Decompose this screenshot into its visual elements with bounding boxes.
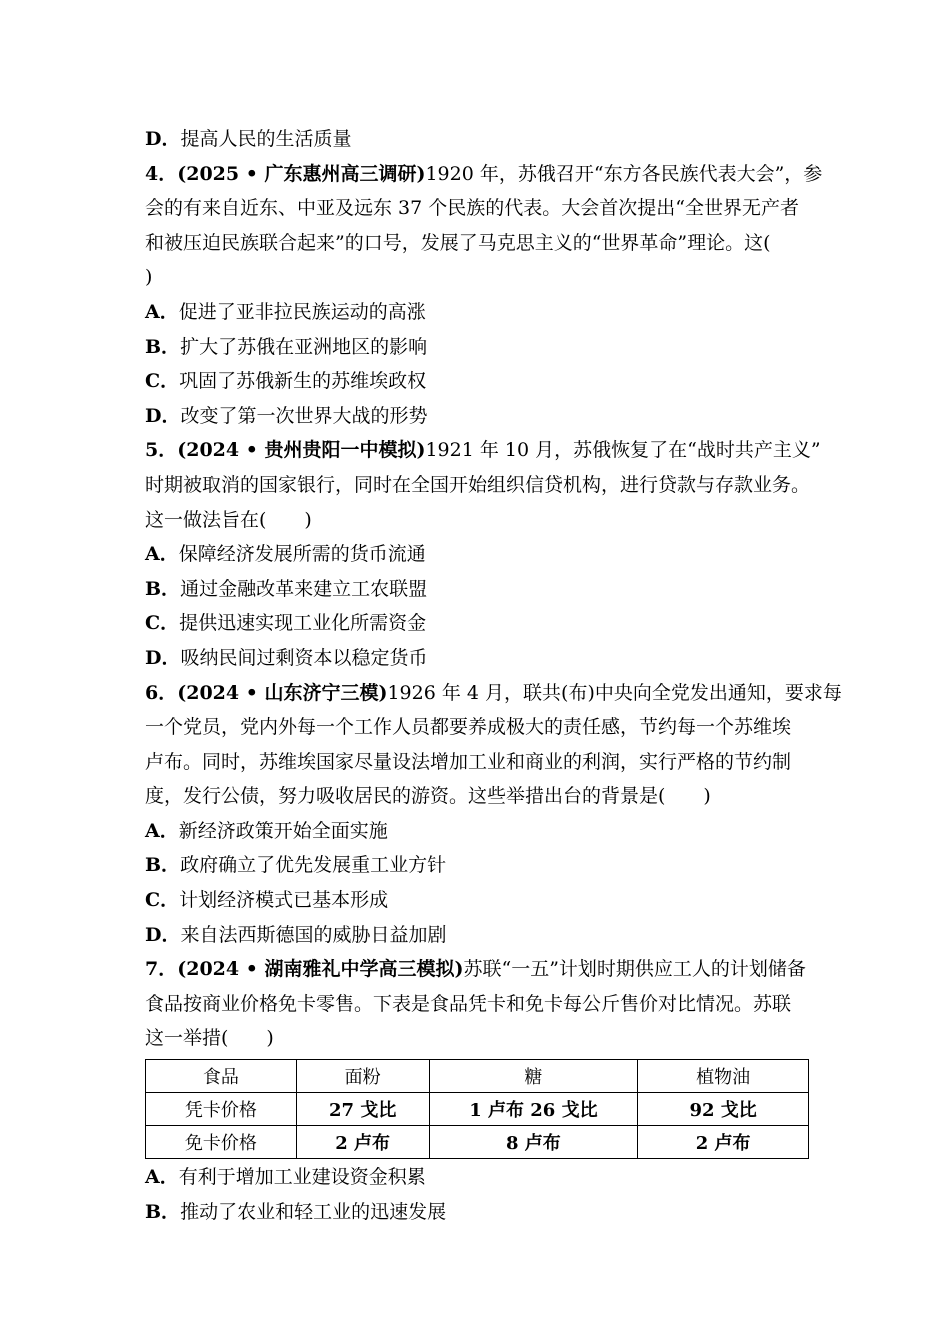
option-text: 通过金融改革来建立工农联盟 bbox=[180, 577, 428, 600]
option-text: 吸纳民间过剩资本以稳定货币 bbox=[180, 646, 428, 669]
option-d bbox=[145, 122, 813, 157]
question-6-option-b[interactable] bbox=[145, 848, 813, 883]
question-4-stem-line-1 bbox=[145, 157, 823, 192]
question-number: 6． bbox=[145, 681, 178, 704]
table-cell: 2 卢布 bbox=[638, 1126, 809, 1159]
question-source: (2025 • 广东惠州高三调研) bbox=[177, 162, 426, 185]
option-letter: A． bbox=[145, 543, 179, 566]
table-cell: 8 卢布 bbox=[429, 1126, 638, 1159]
option-letter: A． bbox=[145, 1166, 179, 1189]
table-header-cell: 植物油 bbox=[638, 1060, 809, 1093]
exam-page bbox=[145, 122, 842, 1229]
option-text: 来自法西斯德国的威胁日益加剧 bbox=[180, 923, 447, 946]
option-text: 政府确立了优先发展重工业方针 bbox=[180, 854, 447, 877]
table-cell: 2 卢布 bbox=[296, 1126, 429, 1159]
table-row bbox=[146, 1126, 809, 1159]
question-7-stem-line-2: 食品按商业价格免卡零售。下表是食品凭卡和免卡每公斤售价对比情况。苏联 bbox=[145, 992, 792, 1015]
question-5-stem-line-3: 这一做法旨在( ) bbox=[145, 508, 312, 531]
question-7-option-b[interactable] bbox=[145, 1195, 813, 1230]
option-text: 推动了农业和轻工业的迅速发展 bbox=[180, 1200, 447, 1223]
question-4-stem-line-3: 和被压迫民族联合起来”的口号，发展了马克思主义的“世界革命”理论。这( bbox=[145, 231, 771, 254]
stem-text: 苏联“一五”计划时期供应工人的计划储备 bbox=[463, 958, 806, 981]
option-text: 新经济政策开始全面实施 bbox=[178, 819, 388, 842]
option-letter: D． bbox=[145, 923, 181, 946]
option-letter: C． bbox=[145, 612, 180, 635]
question-5-option-a[interactable] bbox=[145, 537, 813, 572]
table-row-label: 凭卡价格 bbox=[146, 1093, 297, 1126]
option-letter: A． bbox=[145, 819, 179, 842]
stem-text: 1920 年，苏俄召开“东方各民族代表大会”，参 bbox=[425, 162, 823, 185]
question-6-stem-line-3: 卢布。同时，苏维埃国家尽量设法增加工业和商业的利润，实行严格的节约制 bbox=[145, 750, 792, 773]
question-7-stem-line-1 bbox=[145, 952, 813, 987]
question-4-option-d[interactable] bbox=[145, 399, 813, 434]
option-letter: B． bbox=[145, 854, 181, 877]
question-5-option-c[interactable] bbox=[145, 606, 813, 641]
question-source: (2024 • 湖南雅礼中学高三模拟) bbox=[177, 958, 464, 981]
option-text: 扩大了苏俄在亚洲地区的影响 bbox=[180, 335, 428, 358]
stem-text: 1926 年 4 月，联共(布)中央向全党发出通知，要求每 bbox=[387, 681, 842, 704]
question-6-stem-line-1 bbox=[145, 676, 842, 711]
food-price-table bbox=[145, 1059, 809, 1159]
question-5-option-b[interactable] bbox=[145, 572, 813, 607]
option-text: 巩固了苏俄新生的苏维埃政权 bbox=[179, 370, 427, 393]
question-number: 5． bbox=[145, 439, 178, 462]
table-header-row bbox=[146, 1060, 809, 1093]
question-4-option-b[interactable] bbox=[145, 330, 813, 365]
question-7-stem-line-3: 这一举措( ) bbox=[145, 1027, 274, 1050]
question-4-option-a[interactable] bbox=[145, 295, 813, 330]
question-6-option-a[interactable] bbox=[145, 814, 813, 849]
option-letter: B． bbox=[145, 577, 181, 600]
question-source: (2024 • 贵州贵阳一中模拟) bbox=[177, 439, 426, 462]
question-6-option-c[interactable] bbox=[145, 883, 813, 918]
table-cell: 1 卢布 26 戈比 bbox=[429, 1093, 638, 1126]
option-letter: C． bbox=[145, 370, 180, 393]
question-7-option-a[interactable] bbox=[145, 1160, 813, 1195]
stem-text: 1921 年 10 月，苏俄恢复了在“战时共产主义” bbox=[425, 439, 821, 462]
question-4-stem-line-4: ) bbox=[145, 266, 153, 289]
table-header-cell: 面粉 bbox=[296, 1060, 429, 1093]
question-5-stem-line-2: 时期被取消的国家银行，同时在全国开始组织信贷机构，进行贷款与存款业务。 bbox=[145, 473, 811, 496]
question-5-option-d[interactable] bbox=[145, 641, 813, 676]
option-letter: C． bbox=[145, 889, 180, 912]
table-row-label: 免卡价格 bbox=[146, 1126, 297, 1159]
table-cell: 27 戈比 bbox=[296, 1093, 429, 1126]
option-letter: D． bbox=[145, 128, 181, 150]
option-text: 提供迅速实现工业化所需资金 bbox=[179, 612, 427, 635]
option-text: 促进了亚非拉民族运动的高涨 bbox=[178, 300, 426, 323]
option-letter: A． bbox=[145, 300, 179, 323]
option-text: 提高人民的生活质量 bbox=[180, 128, 352, 150]
question-6-option-d[interactable] bbox=[145, 918, 813, 953]
option-text: 有利于增加工业建设资金积累 bbox=[178, 1166, 426, 1189]
table-header-cell: 食品 bbox=[146, 1060, 297, 1093]
option-text: 改变了第一次世界大战的形势 bbox=[180, 404, 428, 427]
table-header-cell: 糖 bbox=[429, 1060, 638, 1093]
option-letter: B． bbox=[145, 335, 181, 358]
question-5-stem-line-1 bbox=[145, 433, 821, 468]
question-number: 7． bbox=[145, 958, 178, 981]
option-letter: D． bbox=[145, 404, 181, 427]
question-4-stem-line-2: 会的有来自近东、中亚及远东 37 个民族的代表。大会首次提出“全世界无产者 bbox=[145, 197, 799, 220]
question-6-stem-line-2: 一个党员，党内外每一个工作人员都要养成极大的责任感，节约每一个苏维埃 bbox=[145, 716, 792, 739]
table-cell: 92 戈比 bbox=[638, 1093, 809, 1126]
question-4-option-c[interactable] bbox=[145, 364, 813, 399]
option-letter: B． bbox=[145, 1200, 181, 1223]
table-row bbox=[146, 1093, 809, 1126]
question-number: 4． bbox=[145, 162, 178, 185]
option-text: 计划经济模式已基本形成 bbox=[179, 889, 389, 912]
option-text: 保障经济发展所需的货币流通 bbox=[178, 543, 426, 566]
question-source: (2024 • 山东济宁三模) bbox=[177, 681, 388, 704]
option-letter: D． bbox=[145, 646, 181, 669]
question-6-stem-line-4: 度，发行公债，努力吸收居民的游资。这些举措出台的背景是( ) bbox=[145, 785, 711, 808]
